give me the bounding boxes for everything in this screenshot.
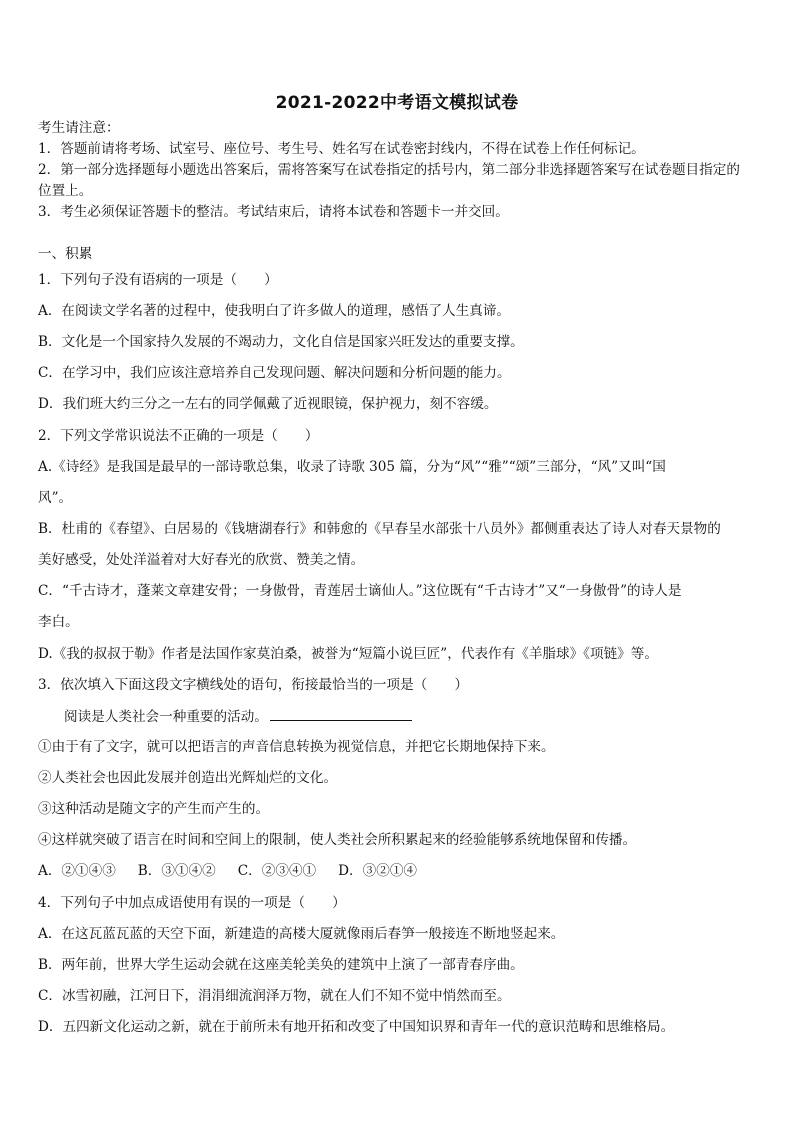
question-3-option-c: C．②③④① [237, 863, 317, 879]
question-3-sentence-4: ④这样就突破了语言在时间和空间上的限制，使人类社会所积累起来的经验能够系统地保留和传播。 [38, 832, 637, 848]
question-4-stem: 4．下列句子中加点成语使用有误的一项是（ ） [38, 895, 346, 911]
question-3-passage [64, 706, 764, 727]
question-3-stem: 3．依次填入下面这段文字横线处的语句，衔接最恰当的一项是（ ） [38, 677, 469, 693]
question-3-sentence-1: ①由于有了文字，就可以把语言的声音信息转换为视觉信息，并把它长期地保持下来。 [38, 739, 555, 755]
question-2-option-d: D.《我的叔叔于勒》作者是法国作家莫泊桑，被誉为“短篇小说巨匠”，代表作有《羊脂球》《项链》等。 [38, 646, 658, 662]
question-4-option-d: D．五四新文化运动之新，就在于前所未有地开拓和改变了中国知识界和青年一代的意识范畴和思维格局。 [38, 1019, 675, 1035]
question-2-option-a-cont: 风”。 [38, 490, 73, 506]
question-4-option-a: A．在这瓦蓝瓦蓝的天空下面，新建造的高楼大厦就像雨后春笋一般接连不断地竖起来。 [38, 926, 565, 942]
notice-item-3: 3．考生必须保证答题卡的整洁。考试结束后，请将本试卷和答题卡一并交回。 [38, 204, 509, 220]
question-3-passage-text: 阅读是人类社会一种重要的活动。 [64, 709, 268, 725]
answer-blank [270, 706, 412, 721]
notice-item-2: 2．第一部分选择题每小题选出答案后，需将答案写在试卷指定的括号内，第二部分非选择题答案写在试卷题目指定的 [38, 162, 740, 178]
question-3-sentence-3: ③这种活动是随文字的产生而产生的。 [38, 801, 270, 817]
question-1-option-c: C．在学习中，我们应该注意培养自己发现问题、解决问题和分析问题的能力。 [38, 365, 511, 381]
question-1-option-a: A．在阅读文学名著的过程中，使我明白了许多做人的道理，感悟了人生真谛。 [38, 303, 511, 319]
question-1-stem: 1．下列句子没有语病的一项是（ ） [38, 272, 278, 288]
question-2-stem: 2．下列文学常识说法不正确的一项是（ ） [38, 428, 319, 444]
question-4-option-c: C．冰雪初融，江河日下，涓涓细流润泽万物，就在人们不知不觉中悄然而至。 [38, 988, 511, 1004]
question-3-sentence-2: ②人类社会也因此发展并创造出光辉灿烂的文化。 [38, 770, 338, 786]
question-1-option-b: B．文化是一个国家持久发展的不竭动力，文化自信是国家兴旺发达的重要支撑。 [38, 334, 524, 350]
question-2-option-a: A.《诗经》是我国是最早的一部诗歌总集，收录了诗歌 305 篇，分为“风”“雅”“颂”三部分，“风”又叫“国 [38, 459, 666, 475]
notice-heading: 考生请注意： [38, 120, 120, 136]
question-3-options [38, 861, 764, 881]
page-title: 2021-2022中考语文模拟试卷 [275, 93, 519, 113]
question-3-option-b: B．③①④② [137, 863, 216, 879]
notice-item-2-cont: 位置上。 [38, 183, 93, 199]
question-2-option-c: C．“千古诗才，蓬莱文章建安骨；一身傲骨，青莲居士谪仙人。”这位既有“千古诗才”又“一身傲骨”的诗人是 [38, 583, 682, 599]
section-heading: 一、积累 [38, 246, 93, 262]
question-2-option-b: B．杜甫的《春望》、白居易的《钱塘湖春行》和韩愈的《早春呈水部张十八员外》都侧重表达了诗人对春天景物的 [38, 521, 721, 537]
question-1-option-d: D．我们班大约三分之一左右的同学佩戴了近视眼镜，保护视力，刻不容缓。 [38, 396, 498, 412]
question-3-option-d: D．③②①④ [338, 863, 418, 879]
notice-item-1: 1．答题前请将考场、试室号、座位号、考生号、姓名写在试卷密封线内，不得在试卷上作任何标记。 [38, 141, 645, 157]
question-4-option-b: B．两年前，世界大学生运动会就在这座美轮美奂的建筑中上演了一部青春序曲。 [38, 957, 524, 973]
question-2-option-c-cont: 李白。 [38, 614, 79, 630]
question-3-option-a: A．②①④③ [38, 863, 116, 879]
question-2-option-b-cont: 美好感受，处处洋溢着对大好春光的欣赏、赞美之情。 [38, 552, 365, 568]
